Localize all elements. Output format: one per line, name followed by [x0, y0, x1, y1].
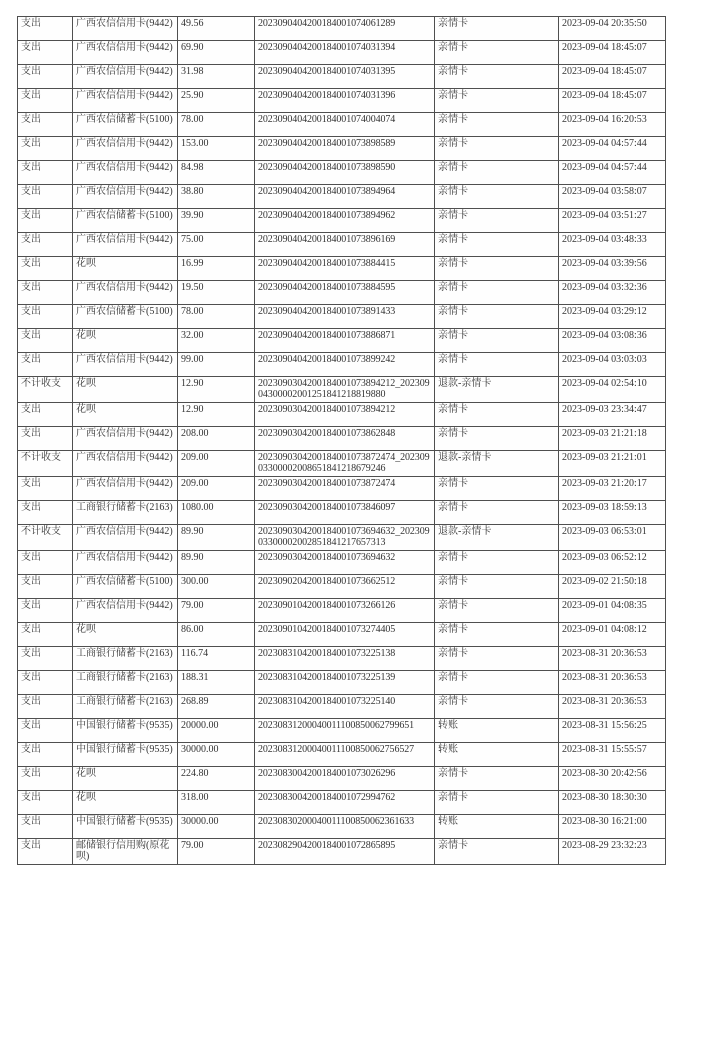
- table-row: [18, 137, 666, 161]
- cell-datetime: 2023-09-04 18:45:07: [559, 89, 666, 113]
- cell-flow-type: 支出: [18, 575, 73, 599]
- cell-transaction-id: 2023083104200184001073225138: [255, 647, 435, 671]
- cell-transaction-id: 2023083104200184001073225139: [255, 671, 435, 695]
- cell-datetime: 2023-09-03 06:53:01: [559, 525, 666, 551]
- cell-transaction-id: 2023090404200184001073899242: [255, 353, 435, 377]
- cell-flow-type: 支出: [18, 839, 73, 865]
- cell-flow-type: 支出: [18, 427, 73, 451]
- cell-flow-type: 支出: [18, 477, 73, 501]
- cell-datetime: 2023-09-04 20:35:50: [559, 17, 666, 41]
- cell-transaction-id: 2023090404200184001074031395: [255, 65, 435, 89]
- cell-transaction-id: 2023090404200184001074061289: [255, 17, 435, 41]
- table-row: [18, 791, 666, 815]
- cell-amount: 318.00: [178, 791, 255, 815]
- table-row: [18, 719, 666, 743]
- cell-account: 广西农信信用卡(9442): [73, 65, 178, 89]
- cell-flow-type: 支出: [18, 743, 73, 767]
- cell-flow-type: 支出: [18, 353, 73, 377]
- cell-category: 亲情卡: [435, 671, 559, 695]
- table-row: [18, 65, 666, 89]
- cell-transaction-id: 2023083004200184001072994762: [255, 791, 435, 815]
- table-row: [18, 403, 666, 427]
- cell-transaction-id: 2023090404200184001073894964: [255, 185, 435, 209]
- cell-category: 亲情卡: [435, 599, 559, 623]
- cell-transaction-id: 2023090304200184001073872474_20230903300002008651841218679246: [255, 451, 435, 477]
- cell-category: 转账: [435, 743, 559, 767]
- cell-datetime: 2023-09-03 06:52:12: [559, 551, 666, 575]
- transactions-table: [17, 16, 666, 865]
- cell-category: 亲情卡: [435, 209, 559, 233]
- cell-datetime: 2023-08-30 16:21:00: [559, 815, 666, 839]
- cell-category: 亲情卡: [435, 767, 559, 791]
- cell-flow-type: 支出: [18, 281, 73, 305]
- cell-category: 亲情卡: [435, 113, 559, 137]
- cell-account: 广西农信信用卡(9442): [73, 427, 178, 451]
- cell-account: 花呗: [73, 791, 178, 815]
- cell-datetime: 2023-09-03 21:21:01: [559, 451, 666, 477]
- cell-category: 亲情卡: [435, 41, 559, 65]
- cell-category: 亲情卡: [435, 647, 559, 671]
- table-row: [18, 329, 666, 353]
- table-row: [18, 477, 666, 501]
- cell-category: 亲情卡: [435, 839, 559, 865]
- table-row: [18, 185, 666, 209]
- table-row: [18, 427, 666, 451]
- cell-amount: 75.00: [178, 233, 255, 257]
- cell-category: 亲情卡: [435, 575, 559, 599]
- cell-account: 广西农信信用卡(9442): [73, 233, 178, 257]
- cell-datetime: 2023-08-29 23:32:23: [559, 839, 666, 865]
- cell-account: 中国银行储蓄卡(9535): [73, 719, 178, 743]
- cell-datetime: 2023-09-03 21:20:17: [559, 477, 666, 501]
- cell-flow-type: 支出: [18, 305, 73, 329]
- cell-flow-type: 支出: [18, 209, 73, 233]
- cell-account: 广西农信信用卡(9442): [73, 477, 178, 501]
- cell-amount: 1080.00: [178, 501, 255, 525]
- cell-transaction-id: 2023083104200184001073225140: [255, 695, 435, 719]
- table-row: [18, 17, 666, 41]
- cell-amount: 224.80: [178, 767, 255, 791]
- table-row: [18, 767, 666, 791]
- cell-amount: 12.90: [178, 403, 255, 427]
- cell-flow-type: 支出: [18, 17, 73, 41]
- cell-category: 亲情卡: [435, 551, 559, 575]
- cell-flow-type: 支出: [18, 551, 73, 575]
- cell-datetime: 2023-09-04 04:57:44: [559, 161, 666, 185]
- cell-transaction-id: 2023090404200184001073884595: [255, 281, 435, 305]
- cell-account: 花呗: [73, 329, 178, 353]
- cell-account: 广西农信储蓄卡(5100): [73, 575, 178, 599]
- cell-account: 邮储银行信用购(原花呗): [73, 839, 178, 865]
- cell-account: 广西农信信用卡(9442): [73, 137, 178, 161]
- cell-amount: 31.98: [178, 65, 255, 89]
- cell-flow-type: 不计收支: [18, 525, 73, 551]
- cell-flow-type: 支出: [18, 767, 73, 791]
- table-row: [18, 671, 666, 695]
- cell-transaction-id: 2023090304200184001073894212: [255, 403, 435, 427]
- cell-amount: 116.74: [178, 647, 255, 671]
- table-row: [18, 377, 666, 403]
- cell-category: 亲情卡: [435, 185, 559, 209]
- cell-transaction-id: 20230831200040011100850062799651: [255, 719, 435, 743]
- cell-category: 亲情卡: [435, 17, 559, 41]
- cell-category: 亲情卡: [435, 403, 559, 427]
- cell-category: 亲情卡: [435, 233, 559, 257]
- cell-flow-type: 支出: [18, 501, 73, 525]
- cell-amount: 79.00: [178, 839, 255, 865]
- cell-datetime: 2023-08-30 20:42:56: [559, 767, 666, 791]
- cell-account: 工商银行储蓄卡(2163): [73, 695, 178, 719]
- cell-amount: 86.00: [178, 623, 255, 647]
- cell-amount: 69.90: [178, 41, 255, 65]
- table-row: [18, 257, 666, 281]
- cell-transaction-id: 2023090404200184001073898590: [255, 161, 435, 185]
- cell-category: 亲情卡: [435, 329, 559, 353]
- table-row: [18, 233, 666, 257]
- table-row: [18, 501, 666, 525]
- cell-datetime: 2023-09-04 03:39:56: [559, 257, 666, 281]
- cell-transaction-id: 2023090404200184001074004074: [255, 113, 435, 137]
- cell-account: 广西农信储蓄卡(5100): [73, 209, 178, 233]
- cell-transaction-id: 2023083004200184001073026296: [255, 767, 435, 791]
- cell-transaction-id: 2023090304200184001073862848: [255, 427, 435, 451]
- table-row: [18, 281, 666, 305]
- cell-category: 转账: [435, 815, 559, 839]
- cell-account: 广西农信信用卡(9442): [73, 451, 178, 477]
- cell-account: 广西农信储蓄卡(5100): [73, 113, 178, 137]
- table-row: [18, 623, 666, 647]
- cell-amount: 89.90: [178, 525, 255, 551]
- cell-flow-type: 支出: [18, 599, 73, 623]
- table-row: [18, 647, 666, 671]
- cell-category: 亲情卡: [435, 137, 559, 161]
- cell-datetime: 2023-08-31 15:55:57: [559, 743, 666, 767]
- cell-category: 亲情卡: [435, 501, 559, 525]
- cell-transaction-id: 2023090404200184001074031394: [255, 41, 435, 65]
- cell-transaction-id: 2023090304200184001073894212_20230904300002001251841218819880: [255, 377, 435, 403]
- table-row: [18, 89, 666, 113]
- table-row: [18, 41, 666, 65]
- cell-account: 工商银行储蓄卡(2163): [73, 647, 178, 671]
- cell-datetime: 2023-09-02 21:50:18: [559, 575, 666, 599]
- cell-amount: 188.31: [178, 671, 255, 695]
- cell-category: 亲情卡: [435, 623, 559, 647]
- cell-flow-type: 支出: [18, 65, 73, 89]
- cell-account: 广西农信信用卡(9442): [73, 89, 178, 113]
- cell-flow-type: 支出: [18, 233, 73, 257]
- cell-category: 退款-亲情卡: [435, 451, 559, 477]
- cell-amount: 20000.00: [178, 719, 255, 743]
- cell-amount: 208.00: [178, 427, 255, 451]
- cell-amount: 89.90: [178, 551, 255, 575]
- cell-account: 广西农信信用卡(9442): [73, 525, 178, 551]
- table-row: [18, 575, 666, 599]
- cell-datetime: 2023-09-04 03:03:03: [559, 353, 666, 377]
- cell-amount: 84.98: [178, 161, 255, 185]
- cell-flow-type: 支出: [18, 403, 73, 427]
- table-row: [18, 161, 666, 185]
- cell-account: 中国银行储蓄卡(9535): [73, 743, 178, 767]
- cell-amount: 209.00: [178, 451, 255, 477]
- cell-amount: 209.00: [178, 477, 255, 501]
- cell-datetime: 2023-09-04 03:08:36: [559, 329, 666, 353]
- cell-flow-type: 支出: [18, 719, 73, 743]
- table-row: [18, 815, 666, 839]
- cell-amount: 268.89: [178, 695, 255, 719]
- cell-flow-type: 不计收支: [18, 451, 73, 477]
- cell-category: 亲情卡: [435, 477, 559, 501]
- cell-category: 退款-亲情卡: [435, 525, 559, 551]
- cell-transaction-id: 2023090404200184001073896169: [255, 233, 435, 257]
- cell-transaction-id: 20230831200040011100850062756527: [255, 743, 435, 767]
- cell-amount: 79.00: [178, 599, 255, 623]
- table-row: [18, 743, 666, 767]
- cell-account: 广西农信储蓄卡(5100): [73, 305, 178, 329]
- table-row: [18, 113, 666, 137]
- cell-datetime: 2023-08-31 20:36:53: [559, 671, 666, 695]
- cell-datetime: 2023-09-04 03:29:12: [559, 305, 666, 329]
- table-row: [18, 353, 666, 377]
- cell-amount: 153.00: [178, 137, 255, 161]
- cell-transaction-id: 2023090404200184001073891433: [255, 305, 435, 329]
- cell-datetime: 2023-09-03 21:21:18: [559, 427, 666, 451]
- cell-category: 亲情卡: [435, 695, 559, 719]
- cell-category: 亲情卡: [435, 353, 559, 377]
- cell-transaction-id: 2023090304200184001073872474: [255, 477, 435, 501]
- cell-amount: 39.90: [178, 209, 255, 233]
- cell-transaction-id: 2023090304200184001073694632: [255, 551, 435, 575]
- cell-category: 亲情卡: [435, 305, 559, 329]
- cell-datetime: 2023-08-31 20:36:53: [559, 647, 666, 671]
- cell-flow-type: 支出: [18, 329, 73, 353]
- cell-datetime: 2023-08-31 15:56:25: [559, 719, 666, 743]
- cell-datetime: 2023-09-04 18:45:07: [559, 65, 666, 89]
- cell-account: 广西农信信用卡(9442): [73, 599, 178, 623]
- cell-datetime: 2023-09-04 03:58:07: [559, 185, 666, 209]
- cell-transaction-id: 2023090404200184001073884415: [255, 257, 435, 281]
- cell-flow-type: 支出: [18, 671, 73, 695]
- cell-flow-type: 支出: [18, 185, 73, 209]
- cell-datetime: 2023-09-03 18:59:13: [559, 501, 666, 525]
- cell-category: 亲情卡: [435, 89, 559, 113]
- table-row: [18, 839, 666, 865]
- cell-flow-type: 支出: [18, 161, 73, 185]
- cell-amount: 99.00: [178, 353, 255, 377]
- cell-datetime: 2023-09-04 02:54:10: [559, 377, 666, 403]
- table-row: [18, 305, 666, 329]
- cell-account: 花呗: [73, 403, 178, 427]
- cell-transaction-id: 2023090104200184001073274405: [255, 623, 435, 647]
- cell-datetime: 2023-09-01 04:08:12: [559, 623, 666, 647]
- cell-account: 广西农信信用卡(9442): [73, 281, 178, 305]
- table-row: [18, 525, 666, 551]
- cell-flow-type: 支出: [18, 791, 73, 815]
- cell-amount: 12.90: [178, 377, 255, 403]
- cell-transaction-id: 2023082904200184001072865895: [255, 839, 435, 865]
- cell-transaction-id: 20230830200040011100850062361633: [255, 815, 435, 839]
- cell-category: 亲情卡: [435, 427, 559, 451]
- cell-amount: 19.50: [178, 281, 255, 305]
- cell-account: 广西农信信用卡(9442): [73, 161, 178, 185]
- cell-amount: 78.00: [178, 305, 255, 329]
- table-row: [18, 209, 666, 233]
- cell-datetime: 2023-08-30 18:30:30: [559, 791, 666, 815]
- cell-account: 花呗: [73, 257, 178, 281]
- table-row: [18, 451, 666, 477]
- cell-flow-type: 支出: [18, 695, 73, 719]
- cell-flow-type: 支出: [18, 137, 73, 161]
- cell-account: 花呗: [73, 623, 178, 647]
- cell-flow-type: 支出: [18, 89, 73, 113]
- cell-transaction-id: 2023090404200184001073898589: [255, 137, 435, 161]
- cell-account: 花呗: [73, 377, 178, 403]
- cell-category: 转账: [435, 719, 559, 743]
- cell-datetime: 2023-09-04 03:32:36: [559, 281, 666, 305]
- cell-flow-type: 支出: [18, 41, 73, 65]
- cell-amount: 300.00: [178, 575, 255, 599]
- cell-transaction-id: 2023090404200184001073894962: [255, 209, 435, 233]
- cell-account: 花呗: [73, 767, 178, 791]
- cell-amount: 30000.00: [178, 815, 255, 839]
- table-row: [18, 695, 666, 719]
- cell-amount: 32.00: [178, 329, 255, 353]
- cell-amount: 30000.00: [178, 743, 255, 767]
- cell-transaction-id: 2023090104200184001073266126: [255, 599, 435, 623]
- cell-datetime: 2023-09-03 23:34:47: [559, 403, 666, 427]
- cell-amount: 78.00: [178, 113, 255, 137]
- cell-category: 亲情卡: [435, 161, 559, 185]
- cell-amount: 38.80: [178, 185, 255, 209]
- cell-flow-type: 支出: [18, 647, 73, 671]
- cell-category: 亲情卡: [435, 257, 559, 281]
- cell-datetime: 2023-09-01 04:08:35: [559, 599, 666, 623]
- cell-account: 工商银行储蓄卡(2163): [73, 501, 178, 525]
- cell-transaction-id: 2023090404200184001073886871: [255, 329, 435, 353]
- cell-amount: 16.99: [178, 257, 255, 281]
- cell-account: 工商银行储蓄卡(2163): [73, 671, 178, 695]
- cell-category: 亲情卡: [435, 791, 559, 815]
- cell-amount: 25.90: [178, 89, 255, 113]
- cell-account: 广西农信信用卡(9442): [73, 353, 178, 377]
- cell-amount: 49.56: [178, 17, 255, 41]
- cell-account: 广西农信信用卡(9442): [73, 551, 178, 575]
- cell-category: 亲情卡: [435, 65, 559, 89]
- cell-category: 退款-亲情卡: [435, 377, 559, 403]
- cell-transaction-id: 2023090304200184001073694632_20230903300002002851841217657313: [255, 525, 435, 551]
- cell-datetime: 2023-09-04 18:45:07: [559, 41, 666, 65]
- cell-account: 广西农信信用卡(9442): [73, 41, 178, 65]
- cell-datetime: 2023-09-04 03:51:27: [559, 209, 666, 233]
- cell-datetime: 2023-08-31 20:36:53: [559, 695, 666, 719]
- cell-flow-type: 不计收支: [18, 377, 73, 403]
- cell-transaction-id: 2023090304200184001073846097: [255, 501, 435, 525]
- cell-flow-type: 支出: [18, 623, 73, 647]
- cell-transaction-id: 2023090404200184001074031396: [255, 89, 435, 113]
- cell-account: 广西农信信用卡(9442): [73, 17, 178, 41]
- cell-datetime: 2023-09-04 16:20:53: [559, 113, 666, 137]
- cell-category: 亲情卡: [435, 281, 559, 305]
- table-row: [18, 599, 666, 623]
- transactions-tbody: [18, 17, 666, 865]
- cell-account: 广西农信信用卡(9442): [73, 185, 178, 209]
- cell-flow-type: 支出: [18, 815, 73, 839]
- cell-flow-type: 支出: [18, 113, 73, 137]
- table-row: [18, 551, 666, 575]
- cell-datetime: 2023-09-04 03:48:33: [559, 233, 666, 257]
- cell-datetime: 2023-09-04 04:57:44: [559, 137, 666, 161]
- cell-account: 中国银行储蓄卡(9535): [73, 815, 178, 839]
- cell-transaction-id: 2023090204200184001073662512: [255, 575, 435, 599]
- cell-flow-type: 支出: [18, 257, 73, 281]
